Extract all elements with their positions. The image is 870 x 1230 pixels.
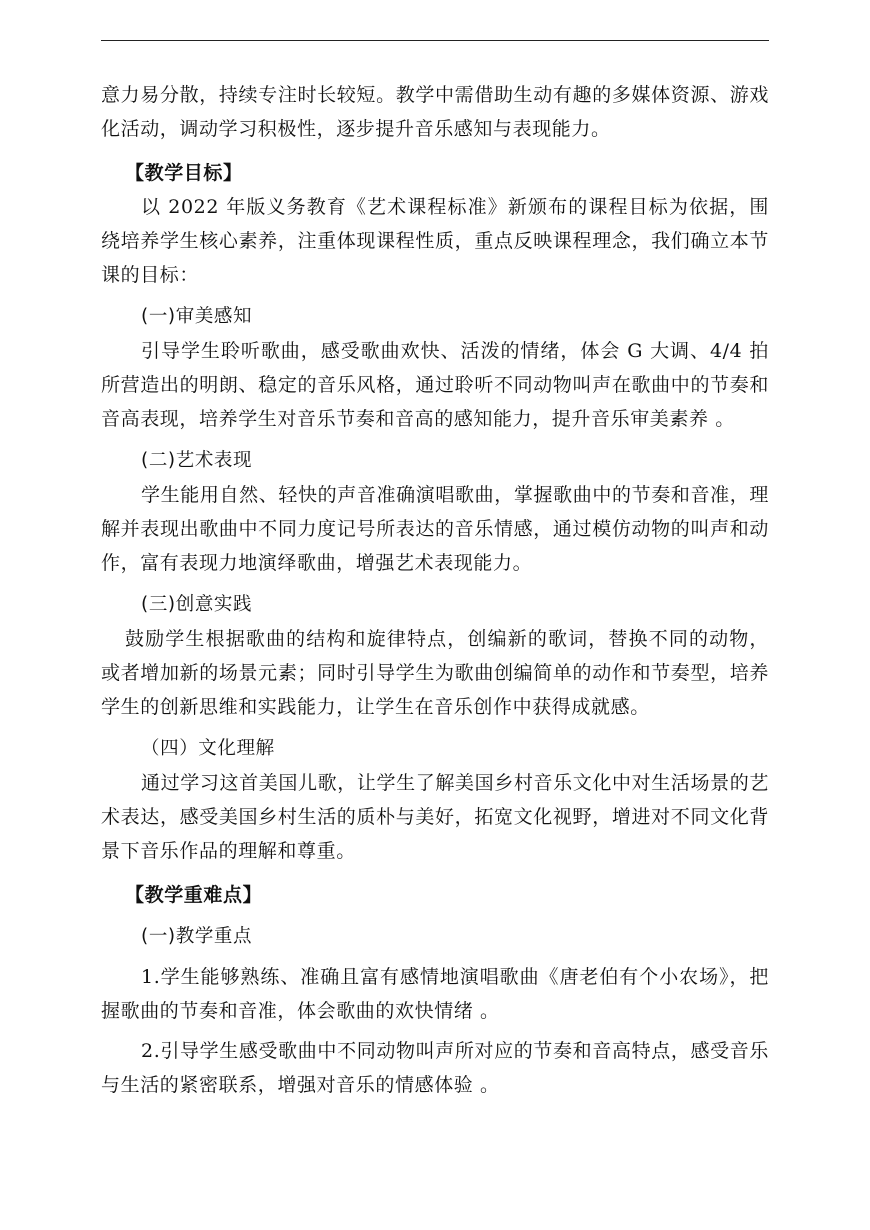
goals-intro-paragraph: 以 2022 年版义务教育《艺术课程标准》新颁布的课程目标为依据，围绕培养学生核心素养，注重体现课程性质，重点反映课程理念，我们确立本节课的目标：: [101, 196, 769, 286]
creative-paragraph: 鼓励学生根据歌曲的结构和旋律特点，创编新的歌词，替换不同的动物，或者增加新的场景元素；同时引导学生为歌曲创编简单的动作和节奏型，培养学生的创新思维和实践能力，让学生在音乐创作中获得成就感。: [101, 628, 769, 718]
intro-continuation: 意力易分散，持续专注时长较短。教学中需借助生动有趣的多媒体资源、游戏化活动，调动学习积极性，逐步提升音乐感知与表现能力。: [101, 84, 769, 140]
subheading-culture: （四）文化理解: [141, 738, 275, 759]
key-point-1: 1.学生能够熟练、准确且富有感情地演唱歌曲《唐老伯有个小农场》，把握歌曲的节奏和音准，体会歌曲的欢快情绪 。: [101, 966, 769, 1022]
aesthetic-paragraph: 引导学生聆听歌曲，感受歌曲欢快、活泼的情绪，体会 G 大调、4/4 拍所营造出的明朗、稳定的音乐风格，通过聆听不同动物叫声在歌曲中的节奏和音高表现，培养学生对音乐节奏和音高的感知能力，提升音乐审美素养 。: [101, 340, 769, 430]
subheading-aesthetic: (一)审美感知: [141, 306, 253, 327]
subheading-key-points: (一)教学重点: [141, 926, 253, 947]
section-heading-goals: 【教学目标】: [125, 162, 243, 184]
subheading-creative: (三)创意实践: [141, 594, 253, 615]
section-heading-key-points: 【教学重难点】: [125, 884, 263, 906]
culture-paragraph: 通过学习这首美国儿歌，让学生了解美国乡村音乐文化中对生活场景的艺术表达，感受美国乡村生活的质朴与美好，拓宽文化视野，增进对不同文化背景下音乐作品的理解和尊重。: [101, 772, 769, 862]
document-body: [101, 78, 769, 1102]
art-paragraph: 学生能用自然、轻快的声音准确演唱歌曲，掌握歌曲中的节奏和音准，理解并表现出歌曲中不同力度记号所表达的音乐情感，通过模仿动物的叫声和动作，富有表现力地演绎歌曲，增强艺术表现能力。: [101, 484, 769, 574]
key-point-2: 2.引导学生感受歌曲中不同动物叫声所对应的节奏和音高特点，感受音乐与生活的紧密联系，增强对音乐的情感体验 。: [101, 1040, 769, 1096]
header-rule: [101, 40, 769, 41]
subheading-art: (二)艺术表现: [141, 450, 253, 471]
